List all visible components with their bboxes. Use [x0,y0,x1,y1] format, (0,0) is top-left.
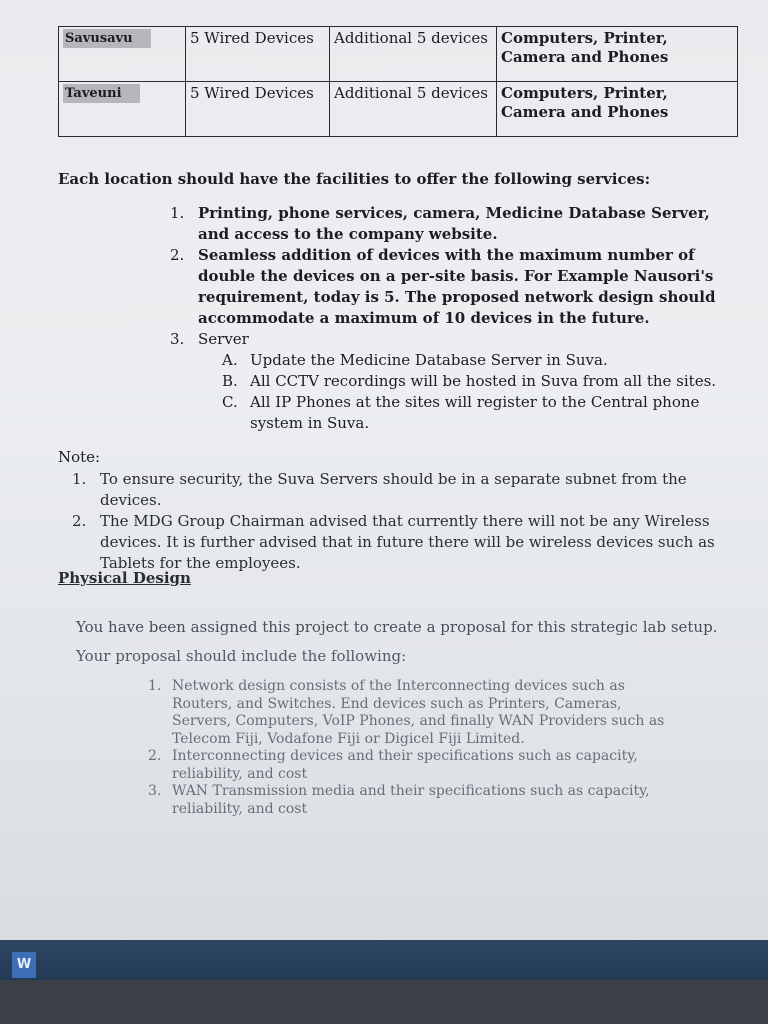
list-number: 1. [148,678,162,694]
list-item [148,783,678,818]
list-number: 1. [72,470,87,488]
site-cell [59,82,186,137]
list-number: 2. [170,246,185,264]
list-number: 1. [170,204,185,222]
site-devices-table [58,26,738,137]
list-text: The MDG Group Chairman advised that currently there will not be any Wireless devices. It is further advised that in future there will be wireless devices such as Tablets for the employees. [100,512,715,572]
list-number: 2. [72,512,87,530]
sublist-letter: B. [222,372,238,390]
list-text: To ensure security, the Suva Servers should be in a separate subnet from the devices. [100,470,687,509]
services-list [170,203,738,434]
list-text: Server [198,330,249,348]
wired-devices-cell: 5 Wired Devices [186,27,330,82]
list-item [170,245,738,329]
sublist-letter: A. [222,351,238,369]
device-types-cell: Computers, Printer, Camera and Phones [497,27,738,82]
sublist-item [222,392,738,434]
site-name: Savusavu [63,29,151,48]
device-types-cell: Computers, Printer, Camera and Phones [497,82,738,137]
list-item [148,678,678,748]
list-item [170,203,738,245]
proposal-intro: Your proposal should include the following: [76,647,407,665]
section-heading: Physical Design [58,569,191,587]
list-item [170,329,738,434]
list-text: Printing, phone services, camera, Medicine Database Server, and access to the company website. [198,204,710,243]
sublist-text: Update the Medicine Database Server in Suva. [250,351,608,369]
proposal-list [148,678,678,818]
server-sublist [222,350,738,434]
list-item [72,469,732,511]
sublist-item [222,350,738,371]
wired-devices-cell: 5 Wired Devices [186,82,330,137]
list-text: Interconnecting devices and their specifications such as capacity, reliability, and cost [172,748,638,782]
sublist-text: All IP Phones at the sites will register to the Central phone system in Suva. [250,393,700,432]
table-row [59,82,738,137]
site-name: Taveuni [63,84,140,103]
monitor-bezel [0,980,768,1024]
list-text: Network design consists of the Interconnecting devices such as Routers, and Switches. End devices such as Printers, Cameras, Servers, Computers, VoIP Phones, and finally WAN Providers such as Telecom Fiji, Vodafone Fiji or Digicel Fiji Limited. [172,678,665,747]
list-number: 3. [170,330,185,348]
list-number: 2. [148,748,162,764]
note-list [72,469,732,574]
additional-devices-cell: Additional 5 devices [330,27,497,82]
assignment-text: You have been assigned this project to create a proposal for this strategic lab setup. [76,618,718,636]
table-row [59,27,738,82]
list-item [72,511,732,574]
list-item [148,748,678,783]
services-intro: Each location should have the facilities to offer the following services: [58,170,651,188]
list-number: 3. [148,783,162,799]
taskbar [0,940,768,980]
additional-devices-cell: Additional 5 devices [330,82,497,137]
sublist-item [222,371,738,392]
word-app-icon[interactable]: W [12,952,36,978]
site-cell [59,27,186,82]
list-text: WAN Transmission media and their specifications such as capacity, reliability, and cost [172,783,650,817]
sublist-letter: C. [222,393,238,411]
sublist-text: All CCTV recordings will be hosted in Suva from all the sites. [250,372,717,390]
list-text: Seamless addition of devices with the maximum number of double the devices on a per-site basis. For Example Nausori's requirement, today is 5. The proposed network design should accommodate a maximum of 10 devices in the future. [198,246,716,327]
note-title: Note: [58,448,101,466]
